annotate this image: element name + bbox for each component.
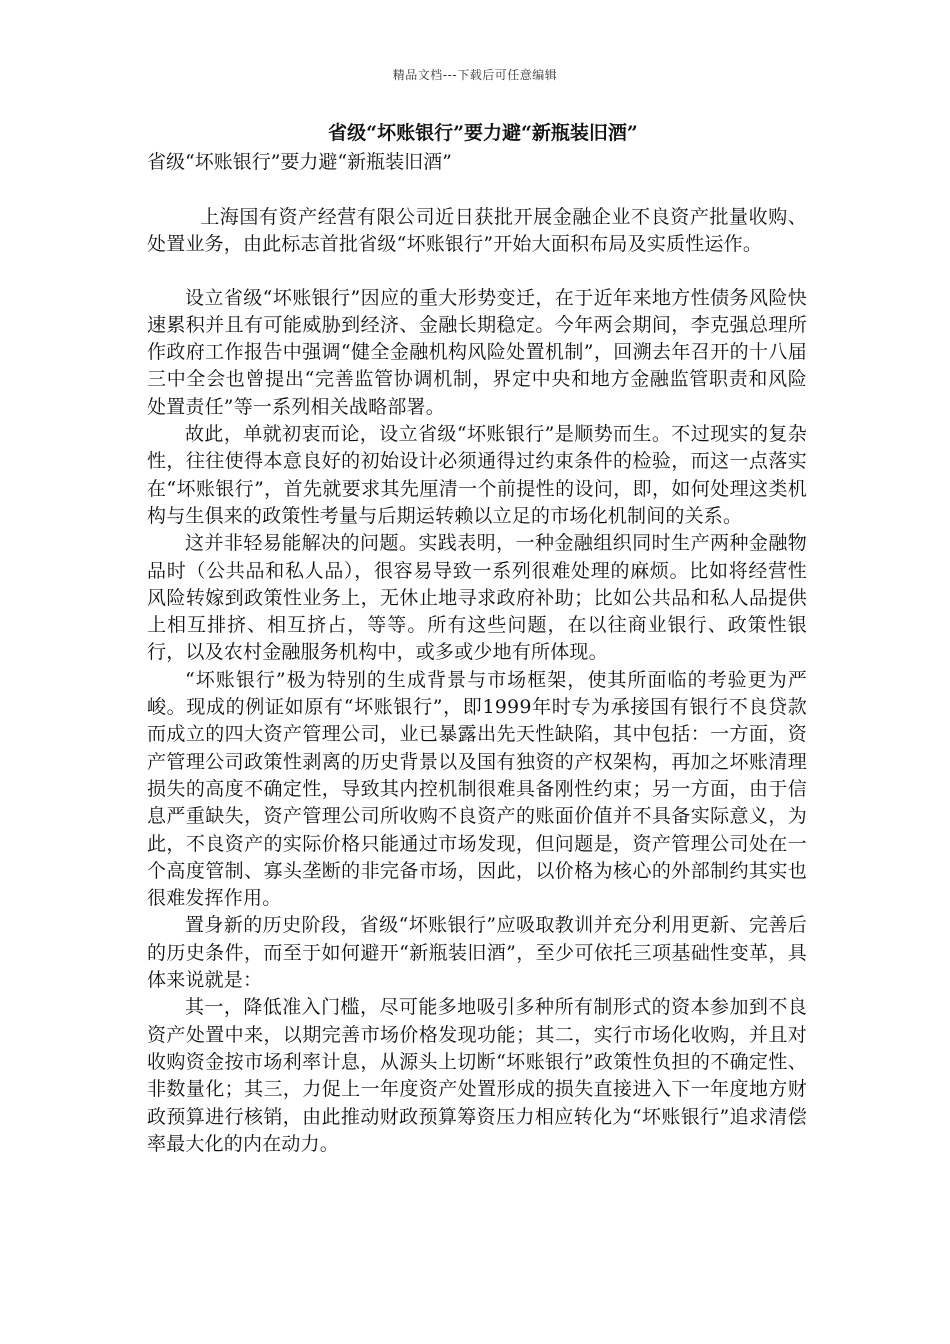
- paragraph-7: 其一，降低准入门槛，尽可能多地吸引多种所有制形式的资本参加到不良资产处置中来，以期完善市场价格发现功能；其二，实行市场化收购，并且对收购资金按市场利率计息，从源头上切断“坏账银行”政策性负担的不确定性、非数量化；其三，力促上一年度资产处置形成的损失直接进入下一年度地方财政预算进行核销，由此推动财政预算筹资压力相应转化为“坏账银行”追求清偿率最大化的内在动力。: [147, 996, 807, 1155]
- paragraph-2: 设立省级“坏账银行”因应的重大形势变迁，在于近年来地方性债务风险快速累积并且有可能威胁到经济、金融长期稳定。今年两会期间，李克强总理所作政府工作报告中强调“健全金融机构风险处置机制”，回溯去年召开的十八届三中全会也曾提出“完善监管协调机制，界定中央和地方金融监管职责和风险处置责任”等一系列相关战略部署。: [147, 286, 807, 418]
- blank-line: [147, 176, 807, 204]
- paragraph-6: 置身新的历史阶段，省级“坏账银行”应吸取教训并充分利用更新、完善后的历史条件，而至于如何避开“新瓶装旧酒”，至少可依托三项基础性变革，具体来说就是：: [147, 914, 807, 992]
- paragraph-5: “坏账银行”极为特别的生成背景与市场框架，使其所面临的考验更为严峻。现成的例证如原有“坏账银行”，即1999年时专为承接国有银行不良贷款而成立的四大资产管理公司，业已暴露出先天性缺陷，其中包括：一方面，资产管理公司政策性剥离的历史背景以及国有独资的产权架构，再加之坏账清理损失的高度不确定性，导致其内控机制很难具备刚性约束；另一方面，由于信息严重缺失，资产管理公司所收购不良资产的账面价值并不具备实际意义，为此，不良资产的实际价格只能通过市场发现，但问题是，资产管理公司处在一个高度管制、寡头垄断的非完备市场，因此，以价格为核心的外部制约其实也很难发挥作用。: [147, 668, 807, 910]
- article-subtitle: 省级“坏账银行”要力避“新瓶装旧酒”: [147, 151, 452, 173]
- paragraph-1: 上海国有资产经营有限公司近日获批开展金融企业不良资产批量收购、处置业务，由此标志首批省级“坏账银行”开始大面积布局及实质性运作。: [147, 206, 807, 256]
- article-title: 省级“坏账银行”要力避“新瓶装旧酒”: [328, 122, 638, 144]
- paragraph-3: 故此，单就初衷而论，设立省级“坏账银行”是顺势而生。不过现实的复杂性，往往使得本意良好的初始设计必须通得过约束条件的检验，而这一点落实在“坏账银行”，首先就要求其先厘清一个前提性的设问，即，如何处理这类机构与生俱来的政策性考量与后期运转赖以立足的市场化机制间的关系。: [147, 423, 807, 527]
- blank-line: [147, 259, 807, 285]
- page-header-note: 精品文档---下载后可任意编辑: [392, 68, 558, 82]
- article-body: [147, 118, 807, 1158]
- paragraph-4: 这并非轻易能解决的问题。实践表明，一种金融组织同时生产两种金融物品时（公共品和私人品），很容易导致一系列很难处理的麻烦。比如将经营性风险转嫁到政策性业务上，无休止地寻求政府补助；比如公共品和私人品提供上相互排挤、相互挤占，等等。所有这些问题，在以往商业银行、政策性银行，以及农村金融服务机构中，或多或少地有所体现。: [147, 532, 807, 664]
